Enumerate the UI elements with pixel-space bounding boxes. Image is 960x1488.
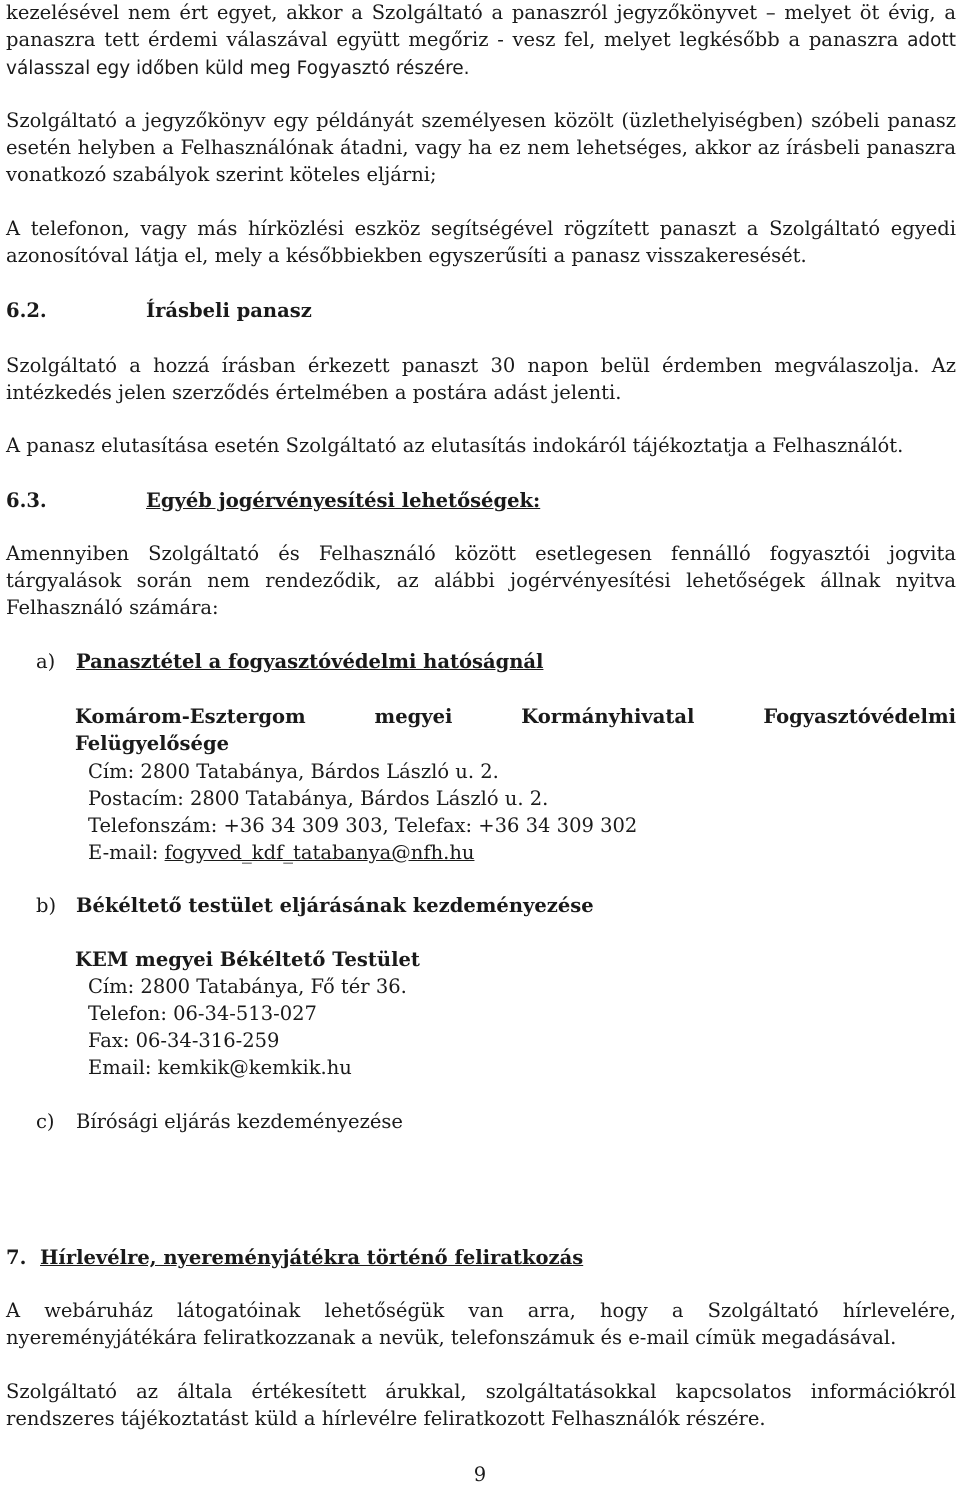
section-6-3-heading <box>6 487 540 514</box>
page-number: 9 <box>473 1463 487 1486</box>
consumer-authority-line1: Komárom-Esztergom megyei Kormányhivatal Fogyasztóvédelmi <box>75 705 956 728</box>
legal-options-paragraph: Amennyiben Szolgáltató és Felhasználó között esetlegesen fennálló fogyasztói jogvita tárgyalások során nem rendeződik, az alábbi jogérvényesítési lehetőségek állnak nyitva Felhasználó számára: <box>6 542 956 619</box>
list-item-c <box>36 1108 403 1135</box>
consumer-authority-name <box>75 703 956 757</box>
list-item-a-label: a) <box>36 650 56 673</box>
consumer-authority-line2: Felügyelősége <box>75 732 229 755</box>
consumer-authority-email-line <box>88 839 637 866</box>
intro-text-tail: adott válasszal egy időben küld meg Fogyasztó részére. <box>6 30 956 79</box>
list-item-c-label: c) <box>36 1110 55 1133</box>
section-6-3-number: 6.3. <box>6 489 47 512</box>
consumer-authority-address: Cím: 2800 Tatabánya, Bárdos László u. 2. <box>88 760 499 783</box>
list-item-a-title: Panasztétel a fogyasztóvédelmi hatóságnál <box>76 650 544 673</box>
section-6-2-heading <box>6 297 312 324</box>
arbitration-board-email: Email: kemkik@kemkik.hu <box>88 1056 352 1079</box>
written-complaint-paragraph: Szolgáltató a hozzá írásban érkezett panaszt 30 napon belül érdemben megválaszolja. Az intézkedés jelen szerződés értelmében a postára adást jelenti. <box>6 354 956 404</box>
section-7-number: 7. <box>6 1246 27 1269</box>
oral-complaint-paragraph: Szolgáltató a jegyzőkönyv egy példányát személyesen közölt (üzlethelyiségben) szóbeli panasz esetén helyben a Felhasználónak átadni, vagy ha ez nem lehetséges, akkor az írásbeli panaszra vonatkozó szabályok szerint köteles eljárni; <box>6 109 956 186</box>
arbitration-board-address: Cím: 2800 Tatabánya, Fő tér 36. <box>88 975 407 998</box>
newsletter-info-paragraph: Szolgáltató az általa értékesített árukkal, szolgáltatásokkal kapcsolatos információkról rendszeres tájékoztatást küld a hírlevélre feliratkozott Felhasználók részére. <box>6 1380 956 1430</box>
list-item-c-title: Bírósági eljárás kezdeményezése <box>76 1110 403 1133</box>
arbitration-board-name: KEM megyei Békéltető Testület <box>75 948 420 971</box>
newsletter-paragraph: A webáruház látogatóinak lehetőségük van arra, hogy a Szolgáltató hírlevelére, nyereményjátékára feliratkozzanak a nevük, telefonszámuk és e-mail címük megadásával. <box>6 1299 956 1349</box>
consumer-authority-contact <box>88 758 637 866</box>
intro-paragraph <box>6 0 956 82</box>
section-7-title: Hírlevélre, nyereményjátékra történő feliratkozás <box>40 1246 584 1269</box>
rejection-paragraph: A panasz elutasítása esetén Szolgáltató az elutasítás indokáról tájékoztatja a Felhasználót. <box>6 434 904 457</box>
arbitration-board-contact <box>88 973 407 1081</box>
section-6-2-number: 6.2. <box>6 299 47 322</box>
section-6-2-title: Írásbeli panasz <box>146 299 312 322</box>
intro-text: kezelésével nem ért egyet, akkor a Szolgáltató a panaszról jegyzőkönyvet – melyet öt évig, a panaszra tett érdemi válaszával együtt megőriz - vesz fel, melyet legkésőbb a panaszra adott válasszal egy időben küld meg Fogyasztó részére. <box>6 1 956 79</box>
consumer-authority-phone: Telefonszám: +36 34 309 303, Telefax: +36 34 309 302 <box>88 814 638 837</box>
phone-complaint-paragraph: A telefonon, vagy más hírközlési eszköz segítségével rögzített panaszt a Szolgáltató egyedi azonosítóval látja el, mely a későbbiekben egyszerűsíti a panasz visszakeresését. <box>6 217 956 267</box>
list-item-b <box>36 892 594 919</box>
consumer-authority-email-label: E-mail: <box>88 841 165 864</box>
consumer-authority-email-link[interactable]: fogyved_kdf_tatabanya@nfh.hu <box>164 841 475 864</box>
section-6-3-title: Egyéb jogérvényesítési lehetőségek: <box>146 489 541 512</box>
list-item-a <box>36 648 543 675</box>
list-item-b-label: b) <box>36 894 57 917</box>
section-7-heading <box>6 1244 583 1271</box>
arbitration-board-fax: Fax: 06-34-316-259 <box>88 1029 280 1052</box>
consumer-authority-postal: Postacím: 2800 Tatabánya, Bárdos László u. 2. <box>88 787 549 810</box>
list-item-b-title: Békéltető testület eljárásának kezdeményezése <box>76 894 594 917</box>
arbitration-board-phone: Telefon: 06-34-513-027 <box>88 1002 317 1025</box>
